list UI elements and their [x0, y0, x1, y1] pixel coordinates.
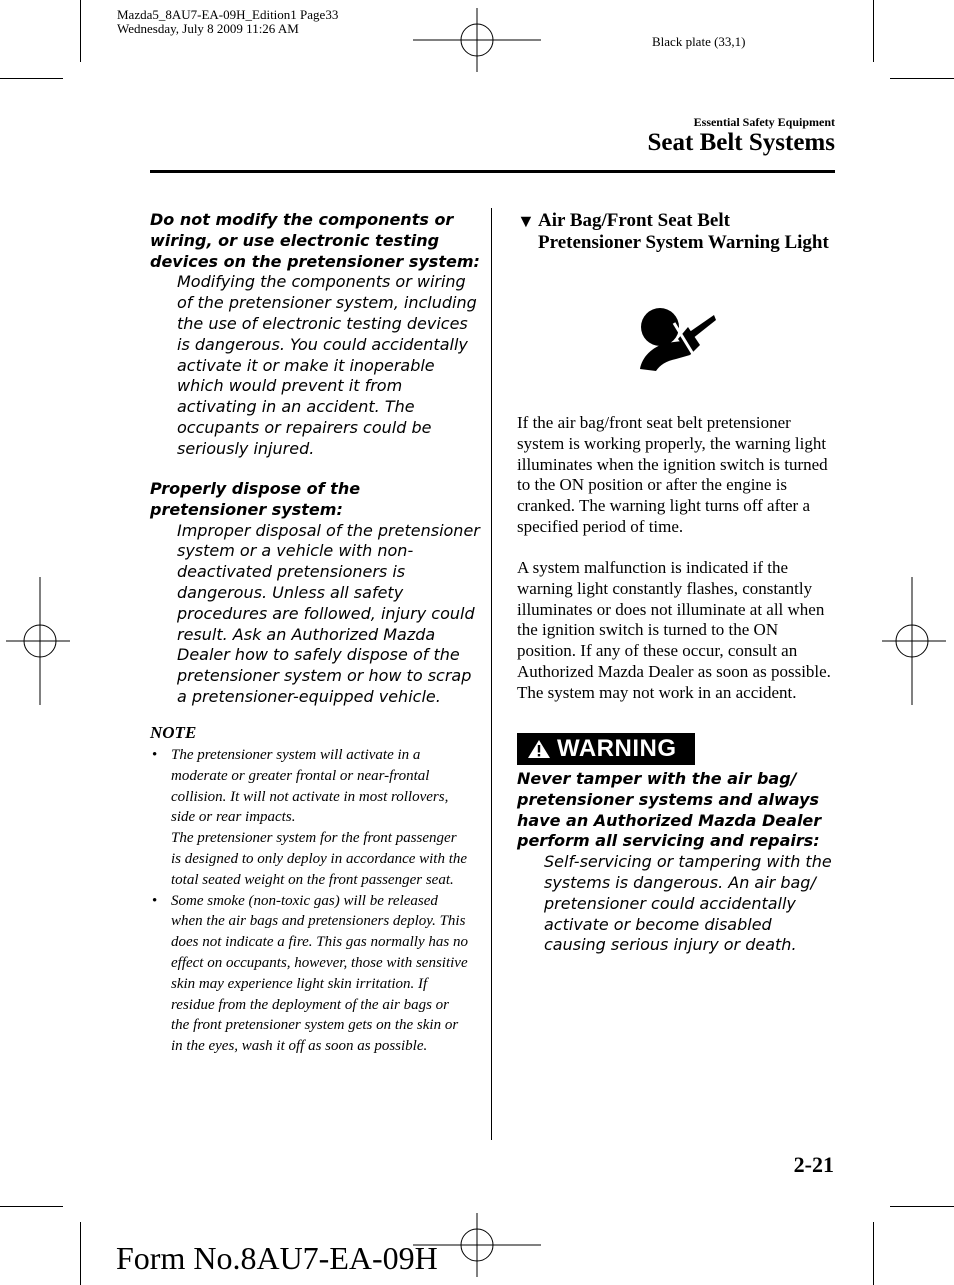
warning-triangle-icon — [527, 739, 551, 759]
crop-mark — [890, 78, 954, 79]
paragraph-malfunction: A system malfunction is indicated if the warning light constantly flashes, constantly illuminates or does not illuminate at all when the ignition switch is turned to the ON position. If any of these occur, consult an Authorized Mazda Dealer as soon as possible. The system may not work in an accident. — [517, 558, 831, 702]
caution-heading: Properly dispose of the pretensioner system: — [150, 479, 361, 519]
caution-heading: Do not modify the components or wiring, or use electronic testing devices on the pretensioner system: — [150, 210, 480, 271]
title-rule — [150, 170, 835, 173]
crop-mark — [80, 0, 81, 62]
note-title: NOTE — [150, 723, 197, 742]
crop-mark — [80, 1222, 81, 1285]
subsection-heading — [517, 210, 837, 254]
crop-mark — [0, 1206, 63, 1207]
note-subtext: The pretensioner system for the front passenger is designed to only deploy in accordance with the total seated weight on the front passenger seat. — [171, 830, 468, 888]
note-item — [150, 891, 470, 1057]
column-divider — [491, 208, 492, 1140]
caution-block-modify — [150, 210, 480, 460]
note-text: Some smoke (non-toxic gas) will be released when the air bags and pretensioners deploy. This does not indicate a fire. This gas normally has no effect on occupants, however, those with sensitive skin may experience light skin irritation. If residue from the deployment of the air bags or the front pretensioner system gets on the skin or in the eyes, wash it off as soon as possible. — [171, 892, 468, 1055]
crop-mark — [890, 1206, 954, 1207]
airbag-warning-light-icon — [630, 293, 720, 375]
bullet: • — [152, 747, 158, 763]
warning-body: Self-servicing or tampering with the systems is dangerous. An air bag/ pretensioner could accidentally activate or become disabled causing serious injury or death. — [544, 852, 832, 955]
paragraph-normal-operation: If the air bag/front seat belt pretensioner system is working properly, the warning light illuminates when the ignition switch is turned to the ON position or after the engine is cranked. The warning light turns off after a specified period of time. — [517, 413, 828, 536]
registration-mark-top — [413, 8, 541, 72]
form-number: Form No.8AU7-EA-09H — [116, 1240, 438, 1276]
registration-mark-right — [882, 577, 946, 705]
page-number: 2-21 — [793, 1152, 834, 1177]
warning-heading: Never tamper with the air bag/ pretensioner systems and always have an Authorized Mazda Dealer perform all servicing and repairs: — [517, 769, 822, 851]
crop-mark — [873, 0, 874, 62]
section-label: Essential Safety Equipment — [693, 115, 835, 129]
print-file-info — [117, 8, 338, 36]
plate-label: Black plate (33,1) — [652, 34, 746, 49]
subsection-title: Air Bag/Front Seat Belt Pretensioner System Warning Light — [538, 210, 829, 253]
page-title: Seat Belt Systems — [647, 129, 835, 156]
date-line: Wednesday, July 8 2009 11:26 AM — [117, 21, 299, 36]
warning-block — [517, 769, 837, 956]
warning-badge — [517, 733, 695, 765]
registration-mark-left — [6, 577, 70, 705]
crop-mark — [0, 78, 63, 79]
caution-body: Modifying the components or wiring of the pretensioner system, including the use of electronic testing devices is dangerous. You could accidentally activate it or make it inoperable which would prevent it from activating in an accident. The occupants or repairers could be seriously injured. — [177, 272, 477, 458]
note-text: The pretensioner system will activate in a moderate or greater frontal or near-frontal collision. It will not activate in most rollovers, side or rear impacts. — [171, 747, 449, 826]
warning-label: WARNING — [557, 735, 677, 762]
crop-mark — [873, 1222, 874, 1285]
triangle-marker-icon: ▼ — [517, 211, 535, 231]
caution-block-dispose — [150, 479, 480, 708]
file-line: Mazda5_8AU7-EA-09H_Edition1 Page33 — [117, 7, 339, 22]
note-list — [150, 745, 470, 1057]
caution-body: Improper disposal of the pretensioner system or a vehicle with non-deactivated pretensioners is dangerous. Unless all safety procedures are followed, injury could result. Ask an Authorized Mazda Dealer how to safely dispose of the pretensioner system or how to scrap a pretensioner-equipped vehicle. — [177, 520, 480, 706]
bullet: • — [152, 892, 158, 909]
note-item — [150, 745, 470, 828]
